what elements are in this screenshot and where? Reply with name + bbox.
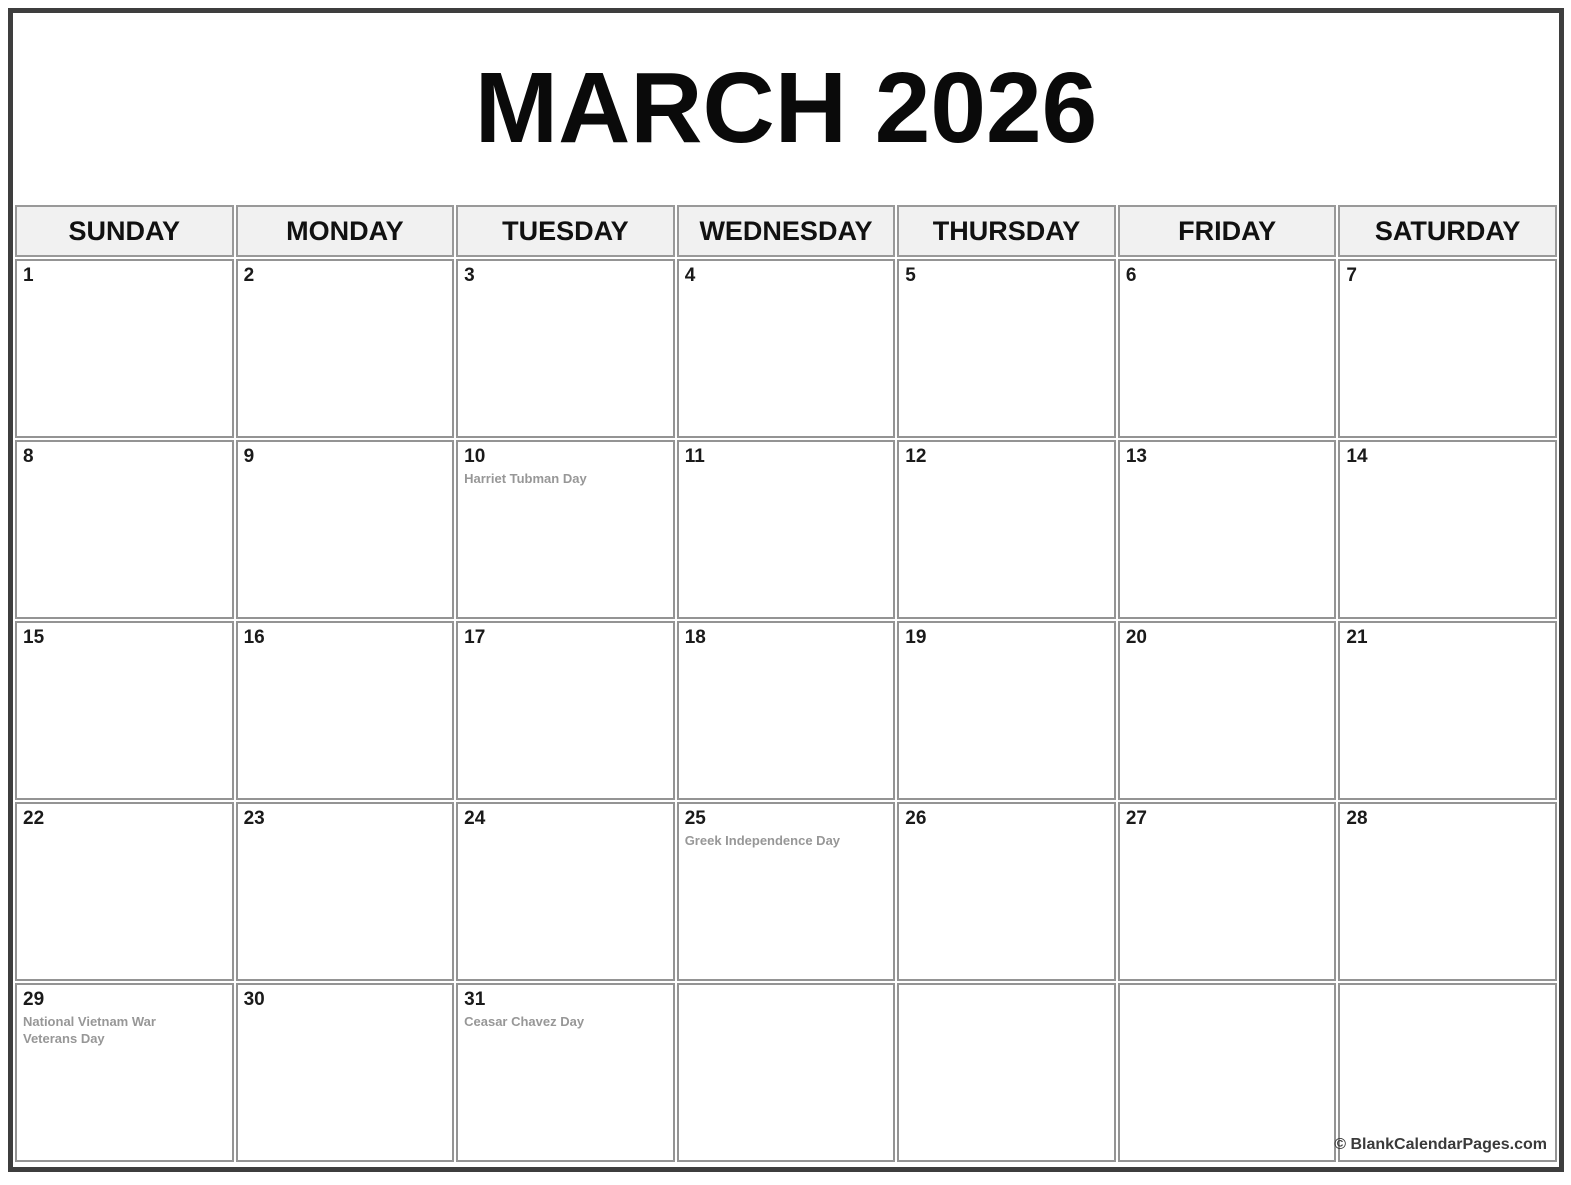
day-number: 22 [23, 808, 45, 829]
holiday-label: Ceasar Chavez Day [464, 1013, 585, 1029]
week-row [15, 440, 1557, 619]
day-cell [897, 440, 1116, 619]
day-number: 6 [1125, 265, 1137, 286]
day-cell [456, 259, 675, 438]
day-number: 26 [905, 808, 927, 829]
weekday-header-friday: FRIDAY [1118, 205, 1337, 257]
day-number: 1 [23, 265, 34, 286]
day-cell [15, 802, 234, 981]
day-number: 19 [905, 627, 927, 648]
empty-cell [677, 983, 896, 1162]
day-number: 27 [1125, 808, 1147, 829]
holiday-label: Greek Independence Day [684, 832, 841, 848]
day-number: 12 [905, 446, 927, 467]
day-number: 30 [243, 989, 265, 1010]
day-cell [456, 802, 675, 981]
day-cell [236, 259, 455, 438]
day-number: 7 [1346, 265, 1357, 286]
day-number: 18 [684, 627, 706, 648]
day-cell [897, 802, 1116, 981]
weekday-header-thursday: THURSDAY [897, 205, 1116, 257]
day-number: 23 [243, 808, 265, 829]
week-row [15, 621, 1557, 800]
title-area [13, 13, 1559, 203]
day-cell [1118, 259, 1337, 438]
day-number: 5 [905, 265, 916, 286]
day-number: 4 [684, 265, 696, 286]
day-cell [1118, 440, 1337, 619]
day-cell [15, 621, 234, 800]
weekday-header-monday: MONDAY [236, 205, 455, 257]
empty-cell [1118, 983, 1337, 1162]
day-cell [1118, 621, 1337, 800]
holiday-label: Harriet Tubman Day [464, 470, 587, 486]
weekday-header-row [15, 205, 1557, 257]
day-cell [236, 621, 455, 800]
day-cell [677, 259, 896, 438]
day-cell [456, 983, 675, 1162]
week-row [15, 983, 1557, 1162]
empty-cell [1334, 983, 1557, 1162]
weekday-header-sunday: SUNDAY [15, 205, 234, 257]
day-number: 24 [464, 808, 486, 829]
day-cell [15, 983, 234, 1162]
day-cell [236, 440, 455, 619]
calendar-body [15, 259, 1557, 1162]
calendar-grid [13, 203, 1559, 1164]
holiday-label: National Vietnam War Veterans Day [23, 1013, 156, 1046]
day-number: 2 [243, 265, 255, 286]
day-number: 3 [464, 265, 475, 286]
day-number: 9 [243, 446, 255, 467]
day-cell [15, 440, 234, 619]
day-number: 16 [243, 627, 265, 648]
day-number: 15 [23, 627, 45, 648]
day-number: 10 [464, 446, 486, 467]
site-credit: © BlankCalendarPages.com [1334, 1136, 1547, 1153]
day-number: 25 [684, 808, 706, 829]
day-cell [236, 983, 455, 1162]
day-cell [1338, 440, 1557, 619]
day-number: 17 [464, 627, 486, 648]
day-cell [1338, 802, 1557, 981]
day-cell [456, 621, 675, 800]
day-cell [677, 802, 896, 981]
calendar-title: MARCH 2026 [474, 52, 1098, 164]
weekday-header-wednesday: WEDNESDAY [677, 205, 896, 257]
day-number: 11 [684, 446, 705, 467]
day-number: 31 [464, 989, 486, 1010]
weekday-header-tuesday: TUESDAY [456, 205, 675, 257]
day-number: 28 [1346, 808, 1368, 829]
week-row [15, 259, 1557, 438]
week-row [15, 802, 1557, 981]
day-cell [897, 259, 1116, 438]
day-number: 20 [1125, 627, 1147, 648]
day-cell [1338, 621, 1557, 800]
day-cell [677, 621, 896, 800]
day-cell [1118, 802, 1337, 981]
day-number: 14 [1346, 446, 1368, 467]
day-cell [677, 440, 896, 619]
day-number: 13 [1125, 446, 1147, 467]
day-number: 29 [23, 989, 45, 1010]
day-cell [456, 440, 675, 619]
day-number: 8 [23, 446, 34, 467]
day-cell [236, 802, 455, 981]
weekday-header-saturday: SATURDAY [1338, 205, 1557, 257]
day-cell [1338, 259, 1557, 438]
calendar-page [8, 8, 1564, 1172]
empty-cell [897, 983, 1116, 1162]
day-number: 21 [1346, 627, 1368, 648]
day-cell [897, 621, 1116, 800]
day-cell [15, 259, 234, 438]
